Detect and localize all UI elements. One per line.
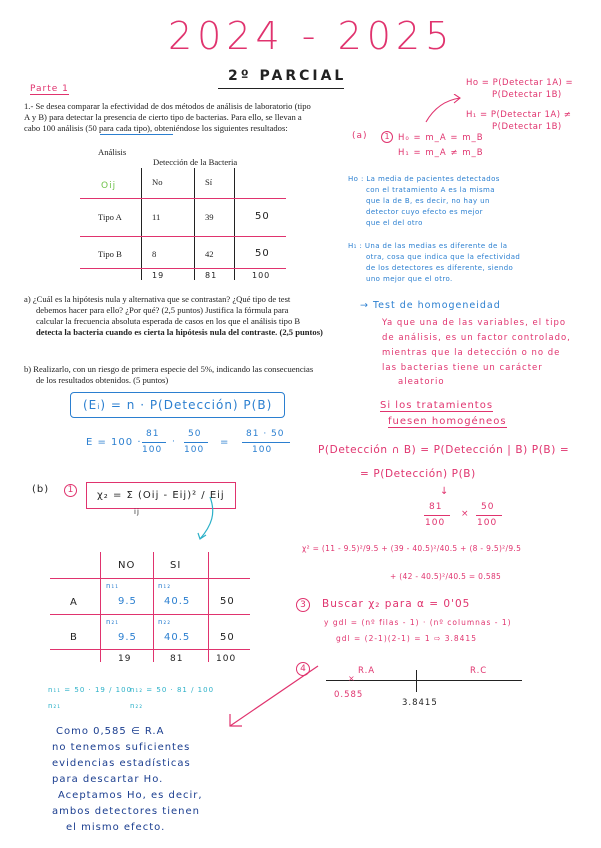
chi-calc-1: χ² = (11 - 9.5)²/9.5 + (39 - 40.5)²/40.5 + (8 - 9.5)²/9.5 [302, 544, 522, 553]
table2-row-a-total: 50 [220, 596, 235, 607]
table2-row-a-no: 9.5 [118, 596, 137, 607]
prob-arrow-down: ↓ [440, 486, 450, 497]
test-reason-4: las bacterias tiene un carácter [382, 363, 543, 373]
table2-col-no: NO [118, 560, 136, 571]
table1-row-a-si: 39 [205, 212, 214, 222]
page-title: 2024 - 2025 [168, 14, 455, 58]
table1-row-b-no: 8 [152, 249, 157, 259]
step4-divider [416, 670, 417, 692]
calc-e-f1d: 100 [142, 445, 163, 455]
conclusion-5: Aceptamos Ho, es decir, [58, 790, 203, 801]
part-a-h0: H₀ = m_A = m_B [398, 133, 484, 143]
part-a-h1: H₁ = m_A ≠ m_B [398, 148, 484, 158]
test-reason-3: mientras que la detección o no de [382, 348, 561, 358]
table1-col-si: Sí [205, 177, 213, 187]
step3-num: 3 [296, 598, 310, 612]
question-a-2: debemos hacer para ello? ¿Por qué? (2,5 puntos) Justifica la fórmula para [36, 305, 289, 315]
conclusion-7: el mismo efecto. [66, 822, 166, 833]
h0-text-5: que el del otro [366, 219, 423, 227]
chi-formula-box: χ₂ = Σ (Oij - Eij)² / Eij [86, 482, 236, 509]
h1-text-4: uno mejor que el otro. [366, 275, 453, 283]
table2-row-b-sub-no: n₂₁ [106, 618, 120, 626]
table2-col-si: SI [170, 560, 182, 571]
calc-e-f3n: 81 · 50 [246, 429, 285, 439]
arrow-to-hyp [424, 94, 464, 124]
frac-n2: 50 [481, 502, 495, 512]
h1-text-1: H₁ : Una de las medias es diferente de la [348, 242, 508, 250]
chi-formula-sub: ij [134, 508, 140, 516]
h1-def-1: H₁ = P(Detectar 1A) ≠ [466, 110, 572, 120]
table2-row-b-sub-si: n₂₂ [158, 618, 172, 626]
question-b-2: de los resultados obtenidos. (5 puntos) [36, 375, 169, 385]
n-calc-b: n₁₂ = 50 · 81 / 100 [130, 686, 215, 694]
table2-row-b-no: 9.5 [118, 632, 137, 643]
table2-row-a-sub-no: n₁₁ [106, 582, 120, 590]
calc-e-eq: = [220, 437, 230, 448]
table2-total-all: 100 [216, 654, 237, 664]
step4-num: 4 [296, 662, 310, 676]
frac-n1: 81 [429, 502, 443, 512]
step4-ra: R.A [358, 666, 376, 676]
test-reason-5: aleatorio [398, 377, 445, 387]
h0-text-1: Ho : La media de pacientes detectados [348, 175, 500, 183]
if-text-2: fuesen homogéneos [388, 416, 507, 427]
table2-row-a-sub-si: n₁₂ [158, 582, 172, 590]
table1-total-si: 81 [205, 271, 218, 280]
frac-d2: 100 [477, 518, 498, 528]
table1-grid [80, 168, 286, 280]
table2-row-b-label: B [70, 632, 78, 643]
h0-def-2: P(Detectar 1B) [492, 90, 562, 100]
n-calc-d: n₂₂ [130, 702, 144, 710]
h0-def-1: Ho = P(Detectar 1A) = [466, 78, 574, 88]
subtitle: 2º PARCIAL [228, 68, 347, 84]
question-b-1: b) Realizarlo, con un riesgo de primera especie del 5%, indicando las consecuencias [24, 364, 314, 374]
table2-row-a-label: A [70, 597, 78, 608]
h0-text-3: que la de B, es decir, no hay un [366, 197, 490, 205]
h0-text-4: detector cuyo efecto es mejor [366, 208, 483, 216]
table1-row-a-label: Tipo A [98, 212, 122, 222]
table2-row-b-total: 50 [220, 632, 235, 643]
table2-total-si: 81 [170, 654, 184, 664]
table1-row-a-no: 11 [152, 212, 161, 222]
table2-row-a-si: 40.5 [164, 596, 191, 607]
table1-row-b-si: 42 [205, 249, 214, 259]
calc-e-f1n: 81 [146, 429, 160, 439]
step4-val2: 3.8415 [402, 698, 438, 708]
step4-val1: 0.585 [334, 690, 364, 700]
part-a-label: (a) [352, 131, 368, 141]
h1-text-2: otra, cosa que indica que la efectividad [366, 253, 521, 261]
subtitle-underline [218, 88, 344, 89]
step3-text: Buscar χ₂ para α = 0'05 [322, 598, 471, 610]
table1-corner: Análisis [98, 147, 127, 157]
part-a-step: 1 [381, 131, 393, 143]
prob-eq-2: = P(Detección) P(B) [360, 468, 476, 480]
step3-gdl2: gdl = (2-1)(2-1) = 1 ⇨ 3.8415 [336, 634, 477, 643]
step3-gdl1: y gdl = (nº filas - 1) · (nº columnas - 1) [324, 618, 512, 627]
part-b-step: 1 [64, 484, 77, 497]
frac-x: × [461, 509, 470, 519]
step4-mark: × [348, 674, 356, 683]
conclusion-6: ambos detectores tienen [52, 806, 200, 817]
if-text-1: Si los tratamientos [380, 400, 494, 411]
table1-col-no: No [152, 177, 163, 187]
test-type: → Test de homogeneidad [360, 300, 501, 311]
problem-line-2: A y B) para detectar la presencia de cierto tipo de bacterias. Para ello, se llevan a [24, 112, 302, 122]
n-calc-c: n₂₁ [48, 702, 62, 710]
test-reason-2: de análisis, es un factor controlado, [382, 333, 571, 343]
calc-e-f2n: 50 [188, 429, 202, 439]
conclusion-3: evidencias estadísticas [52, 758, 191, 769]
table2-total-no: 19 [118, 654, 132, 664]
part-label: Parte 1 [30, 84, 69, 94]
formula-e-box: (Eᵢ) = n · P(Detección) P(B) [70, 392, 285, 418]
table1-row-b-label: Tipo B [98, 249, 122, 259]
question-a-3: calcular la frecuencia absoluta esperada de casos en los que el análisis tipo B [36, 316, 301, 326]
chi-calc-2: + (42 - 40.5)²/40.5 = 0.585 [390, 572, 502, 581]
calc-e-lhs: E = 100 · [86, 437, 142, 448]
arrow-to-table2 [190, 495, 220, 545]
conclusion-1: Como 0,585 ∈ R.A [56, 726, 165, 737]
part-b-label: (b) [32, 484, 50, 495]
h1-text-3: de los detectores es diferente, siendo [366, 264, 514, 272]
calc-e-dot: · [172, 437, 176, 447]
test-reason-1: Ya que una de las variables, el tipo [382, 318, 567, 328]
calc-e-f2d: 100 [184, 445, 205, 455]
prob-eq-1: P(Detección ∩ B) = P(Detección | B) P(B) = [318, 444, 570, 456]
table1-row-b-total: 50 [255, 248, 270, 259]
frac-d1: 100 [425, 518, 446, 528]
problem-line-1: 1.- Se desea comparar la efectividad de dos métodos de análisis de laboratorio (tipo [24, 101, 311, 111]
table2-row-b-si: 40.5 [164, 632, 191, 643]
table2-grid [50, 552, 250, 662]
h0-text-2: con el tratamiento A es la misma [366, 186, 495, 194]
step4-rc: R.C [470, 666, 488, 676]
table1-header: Detección de la Bacteria [153, 157, 238, 167]
problem-line-3: cabo 100 análisis (50 para cada tipo), obteniéndose los siguientes resultados: [24, 123, 288, 133]
question-a-4: detecta la bacteria cuando es cierta la hipótesis nula del contraste. (2,5 puntos) [36, 327, 323, 337]
table1-total-no: 19 [152, 271, 165, 280]
h1-def-2: P(Detectar 1B) [492, 122, 562, 132]
table1-oij: Oij [101, 181, 117, 191]
table1-row-a-total: 50 [255, 211, 270, 222]
calc-e-f3d: 100 [252, 445, 273, 455]
question-a-1: a) ¿Cuál es la hipótesis nula y alternativa que se contrastan? ¿Qué tipo de test [24, 294, 291, 304]
n-calc-a: n₁₁ = 50 · 19 / 100 [48, 686, 133, 694]
conclusion-4: para descartar Ho. [52, 774, 164, 785]
conclusion-2: no tenemos suficientes [52, 742, 191, 753]
table1-total-all: 100 [252, 271, 271, 280]
problem-underline [100, 134, 173, 135]
